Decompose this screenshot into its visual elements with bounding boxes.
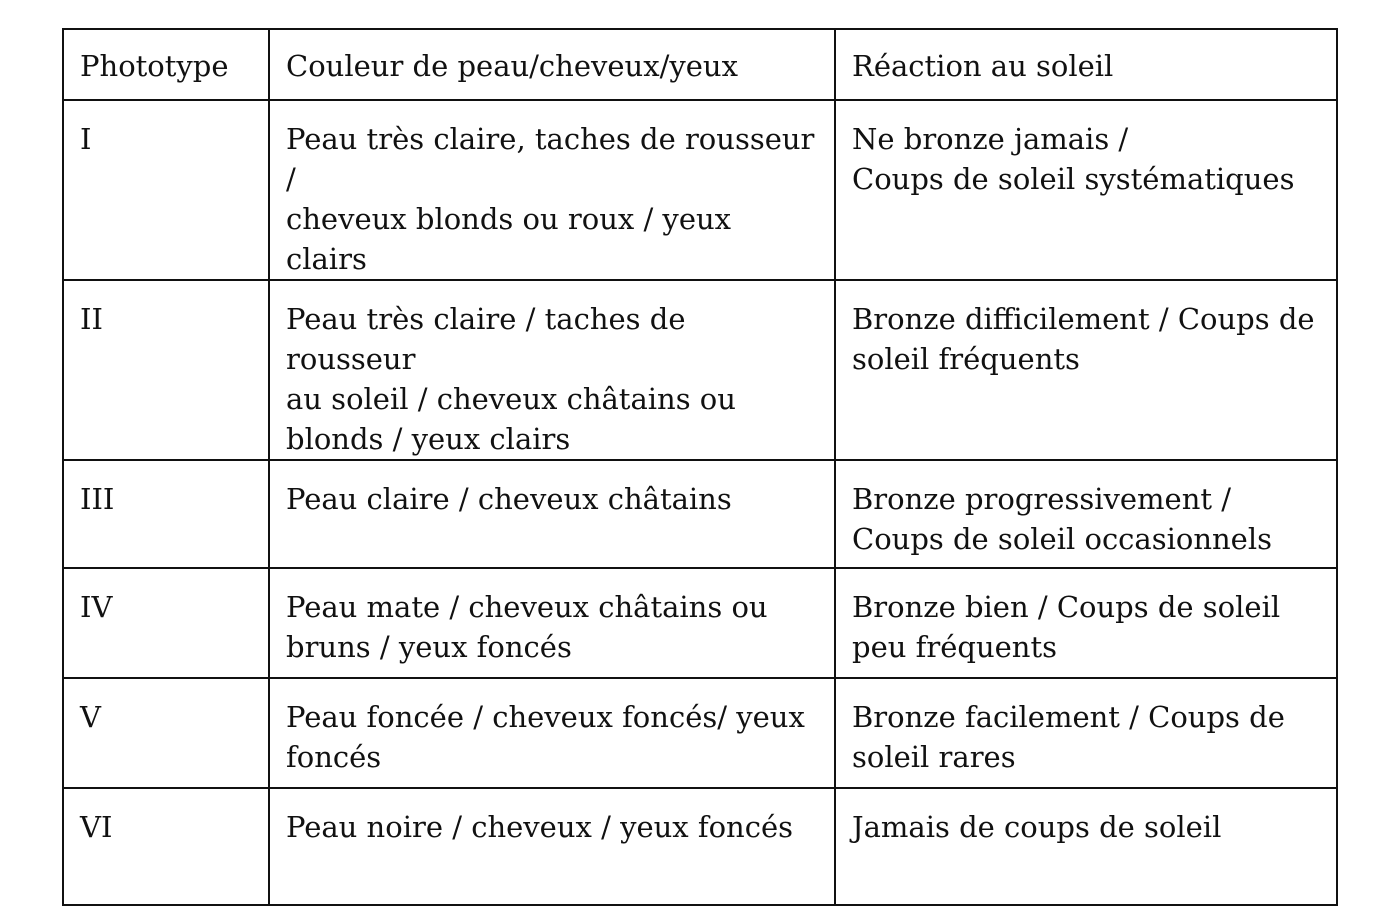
cell-couleur (269, 100, 835, 280)
cell-reaction (835, 460, 1337, 568)
header-couleur: Couleur de peau/cheveux/yeux (269, 29, 835, 100)
table-row (63, 678, 1337, 788)
cell-line: Peau très claire, taches de rousseur / (286, 122, 815, 196)
table-row (63, 100, 1337, 280)
table-row (63, 280, 1337, 460)
header-phototype: Phototype (63, 29, 269, 100)
cell-line: Jamais de coups de soleil (852, 810, 1222, 844)
cell-couleur (269, 568, 835, 678)
cell-couleur (269, 678, 835, 788)
cell-reaction (835, 678, 1337, 788)
cell-line: Bronze bien / Coups de soleil (852, 590, 1281, 624)
cell-line: au soleil / cheveux châtains ou (286, 382, 736, 416)
table-row (63, 568, 1337, 678)
cell-line: bruns / yeux foncés (286, 630, 572, 664)
table-row (63, 788, 1337, 905)
cell-line: soleil rares (852, 740, 1016, 774)
cell-phototype: II (63, 280, 269, 460)
cell-phototype: I (63, 100, 269, 280)
cell-line: Peau très claire / taches de rousseur (286, 302, 686, 376)
cell-reaction (835, 788, 1337, 905)
cell-phototype: IV (63, 568, 269, 678)
cell-line: Bronze facilement / Coups de (852, 700, 1285, 734)
cell-reaction (835, 280, 1337, 460)
cell-line: peu fréquents (852, 630, 1057, 664)
cell-line: Bronze progressivement / (852, 482, 1232, 516)
phototype-table (62, 28, 1338, 906)
cell-couleur (269, 280, 835, 460)
cell-phototype: III (63, 460, 269, 568)
cell-line: Peau foncée / cheveux foncés/ yeux (286, 700, 805, 734)
cell-line: cheveux blonds ou roux / yeux clairs (286, 202, 732, 276)
cell-phototype: V (63, 678, 269, 788)
cell-line: foncés (286, 740, 382, 774)
table-row (63, 460, 1337, 568)
cell-line: Bronze difficilement / Coups de (852, 302, 1315, 336)
cell-line: Coups de soleil systématiques (852, 162, 1295, 196)
cell-line: Peau claire / cheveux châtains (286, 482, 732, 516)
table-header-row (63, 29, 1337, 100)
cell-couleur (269, 460, 835, 568)
cell-line: Peau noire / cheveux / yeux foncés (286, 810, 794, 844)
cell-couleur (269, 788, 835, 905)
cell-reaction (835, 100, 1337, 280)
cell-line: Ne bronze jamais / (852, 122, 1129, 156)
cell-phototype: VI (63, 788, 269, 905)
cell-line: Peau mate / cheveux châtains ou (286, 590, 768, 624)
cell-line: blonds / yeux clairs (286, 422, 571, 456)
cell-line: soleil fréquents (852, 342, 1080, 376)
cell-reaction (835, 568, 1337, 678)
header-reaction: Réaction au soleil (835, 29, 1337, 100)
cell-line: Coups de soleil occasionnels (852, 522, 1273, 556)
